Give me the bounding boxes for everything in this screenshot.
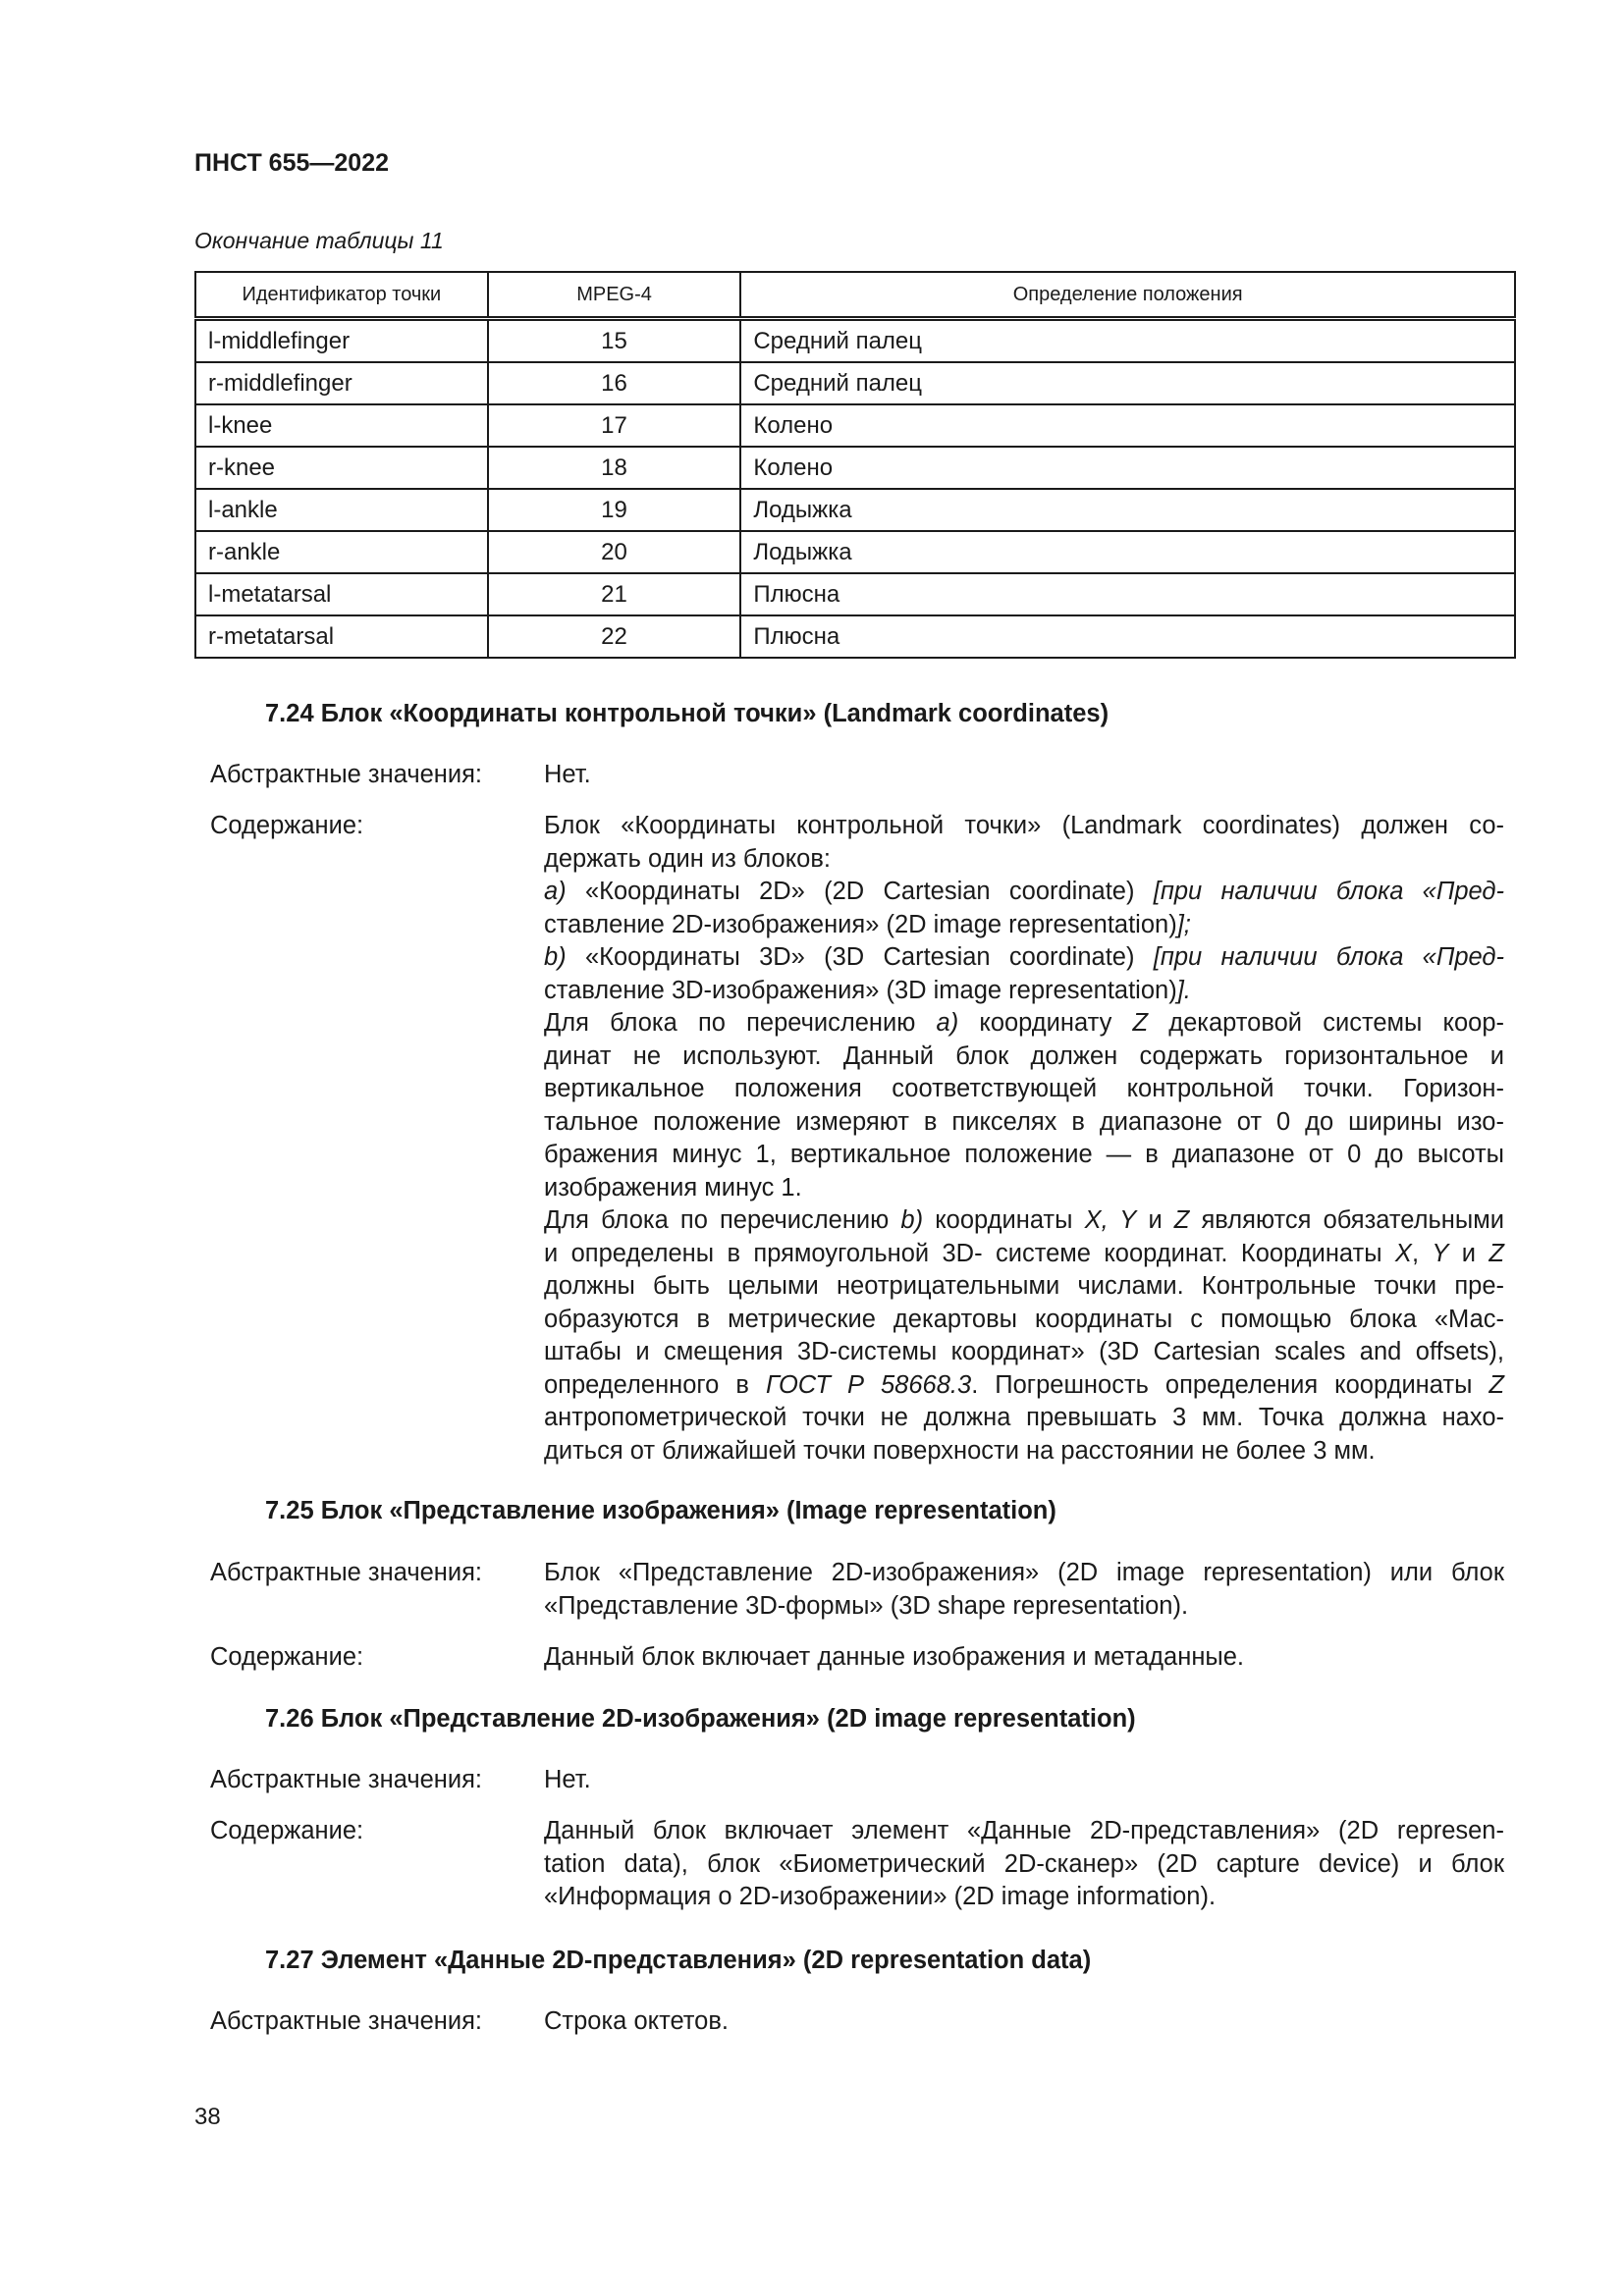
column-header: Идентификатор точки	[195, 272, 488, 319]
standard-code: ПНСТ 655—2022	[194, 149, 389, 177]
point-id-cell: l-metatarsal	[195, 573, 488, 615]
abstract-label: Абстрактные значения:	[210, 1559, 483, 1586]
table-row	[195, 319, 1515, 363]
abstract-label: Абстрактные значения:	[210, 1766, 483, 1793]
page-number: 38	[194, 2104, 221, 2130]
position-cell: Плюсна	[740, 573, 1515, 615]
abstract-value: Нет.	[544, 1766, 591, 1793]
content-label: Содержание:	[210, 812, 364, 839]
table-row	[195, 531, 1515, 573]
position-cell: Лодыжка	[740, 531, 1515, 573]
position-cell: Колено	[740, 447, 1515, 489]
table-row	[195, 615, 1515, 658]
mpeg4-cell: 15	[488, 319, 741, 363]
point-id-cell: l-middlefinger	[195, 319, 488, 363]
section-7-24-title: 7.24 Блок «Координаты контрольной точки» (Landmark coordinates)	[265, 700, 1110, 727]
s725-abstract-text: Блок «Представление 2D-изображения» (2D image representation) или блок «Представление 3D-формы» (3D shape representation).	[544, 1559, 1504, 1620]
points-table	[194, 271, 1516, 659]
mpeg4-cell: 21	[488, 573, 741, 615]
mpeg4-cell: 20	[488, 531, 741, 573]
abstract-value: Строка октетов.	[544, 2007, 730, 2035]
point-id-cell: r-knee	[195, 447, 488, 489]
mpeg4-cell: 22	[488, 615, 741, 658]
point-id-cell: l-knee	[195, 404, 488, 447]
position-cell: Плюсна	[740, 615, 1515, 658]
table-row	[195, 404, 1515, 447]
table-header-row	[195, 272, 1515, 319]
table-row	[195, 447, 1515, 489]
s724-content-text: Блок «Координаты контрольной точки» (Landmark coordinates) должен со- держать один из блоков: а) «Координаты 2D» (2D Cartesian coordinate) [при наличии блока «Пред- ставление 2D-изображения» (2D image representation)]; b) «Координаты 3D» (3D Cartesian coordinate) [при наличии блока «Пред- ставление 3D-изображения» (3D image representation)]. Для блока по перечислению а) координату Z декартовой системы коор- динат не используют. Данный блок должен содержать горизонтальное и вертикальное положения соответствующей контрольной точки. Горизон- тальное положение измеряют в пикселях в диапазоне от 0 до ширины изо- бражения минус 1, вертикальное положение — в диапазоне от 0 до высоты изображения минус 1. Для блока по перечислению b) координаты X, Y и Z являются обязательными и определены в прямоугольной 3D- системе координат. Координаты X, Y и Z должны быть целыми неотрицательными числами. Контрольные точки пре- образуются в метрические декартовы координаты с помощью блока «Мас- штабы и смещения 3D-системы координат» (3D Cartesian scales and offsets), определенного в ГОСТ Р 58668.3. Погрешность определения координаты Z антропометрической точки не должна превышать 3 мм. Точка должна нахо- диться от ближайшей точки поверхности на расстоянии не более 3 мм.	[544, 812, 1504, 1465]
section-7-25-title: 7.25 Блок «Представление изображения» (Image representation)	[265, 1497, 1056, 1524]
mpeg4-cell: 19	[488, 489, 741, 531]
position-cell: Средний палец	[740, 362, 1515, 404]
table-row	[195, 573, 1515, 615]
table-row	[195, 489, 1515, 531]
mpeg4-cell: 18	[488, 447, 741, 489]
position-cell: Лодыжка	[740, 489, 1515, 531]
position-cell: Средний палец	[740, 319, 1515, 363]
content-label: Содержание:	[210, 1817, 364, 1844]
point-id-cell: r-middlefinger	[195, 362, 488, 404]
s725-content-text: Данный блок включает данные изображения и метаданные.	[544, 1643, 1244, 1671]
mpeg4-cell: 16	[488, 362, 741, 404]
abstract-value: Нет.	[544, 761, 591, 788]
section-7-26-title: 7.26 Блок «Представление 2D-изображения» (2D image representation)	[265, 1705, 1136, 1733]
position-cell: Колено	[740, 404, 1515, 447]
point-id-cell: r-ankle	[195, 531, 488, 573]
point-id-cell: l-ankle	[195, 489, 488, 531]
abstract-label: Абстрактные значения:	[210, 761, 483, 788]
table-row	[195, 362, 1515, 404]
s726-content-text: Данный блок включает элемент «Данные 2D-представления» (2D represen- tation data), блок «Биометрический 2D-сканер» (2D capture device) и блок «Информация о 2D-изображении» (2D image information).	[544, 1817, 1504, 1910]
column-header: Определение положения	[740, 272, 1515, 319]
abstract-label: Абстрактные значения:	[210, 2007, 483, 2035]
point-id-cell: r-metatarsal	[195, 615, 488, 658]
section-7-27-title: 7.27 Элемент «Данные 2D-представления» (2D representation data)	[265, 1947, 1092, 1974]
mpeg4-cell: 17	[488, 404, 741, 447]
table-caption: Окончание таблицы 11	[194, 228, 444, 253]
column-header: MPEG-4	[488, 272, 741, 319]
content-label: Содержание:	[210, 1643, 364, 1671]
